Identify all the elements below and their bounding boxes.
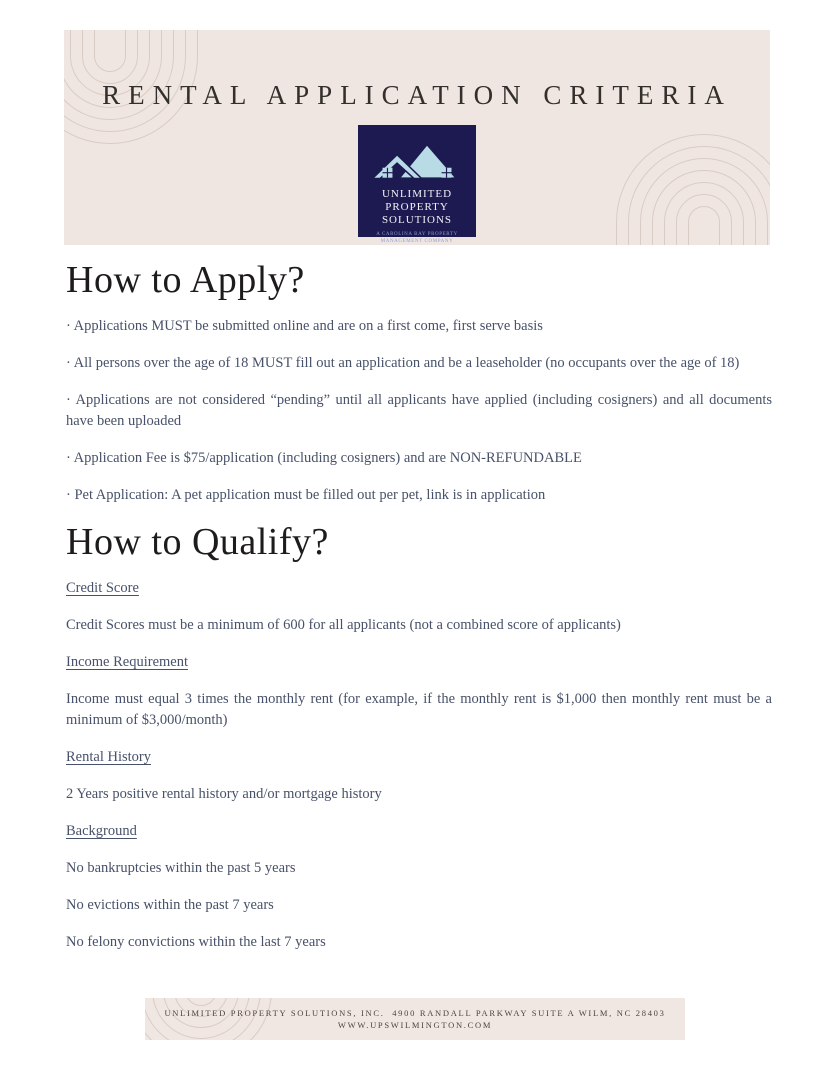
background-subhead: Background — [66, 823, 137, 839]
background-text: No bankruptcies within the past 5 years — [66, 860, 296, 876]
company-logo — [358, 125, 476, 244]
document-body — [66, 260, 772, 969]
background-text: No felony convictions within the last 7 years — [66, 934, 326, 950]
how-to-apply-heading: How to Apply? — [66, 259, 305, 301]
apply-item: · Pet Application: A pet application must be filled out per pet, link is in application — [66, 487, 546, 503]
apply-item: · Application Fee is $75/application (including cosigners) and are NON-REFUNDABLE — [66, 450, 582, 466]
income-requirement-subhead: Income Requirement — [66, 654, 188, 670]
house-roof-icon — [370, 134, 464, 185]
footer-website: WWW.UPSWILMINGTON.COM — [337, 1020, 493, 1030]
page-title: RENTAL APPLICATION CRITERIA — [102, 80, 732, 110]
rental-history-text: 2 Years positive rental history and/or mortgage history — [66, 786, 382, 802]
header-band — [64, 30, 770, 245]
window-right — [442, 168, 452, 178]
credit-score-text: Credit Scores must be a minimum of 600 for all applicants (not a combined score of applicants) — [66, 617, 621, 633]
window-left — [383, 168, 393, 178]
how-to-qualify-heading: How to Qualify? — [66, 521, 329, 563]
footer-address: UNLIMITED PROPERTY SOLUTIONS, INC. 4900 RANDALL PARKWAY SUITE A WILM, NC 28403 — [164, 1008, 666, 1018]
rental-history-subhead: Rental History — [66, 749, 151, 765]
logo-tagline: A CAROLINA BAY PROPERTY MANAGEMENT COMPANY — [376, 232, 458, 244]
apply-item: · All persons over the age of 18 MUST fill out an application and be a leaseholder (no occupants over the age of 18) — [66, 355, 740, 371]
apply-item: · Applications are not considered “pending” until all applicants have applied (including cosigners) and all documents have been uploaded — [66, 392, 772, 429]
apply-item: · Applications MUST be submitted online and are on a first come, first serve basis — [66, 318, 543, 334]
background-text: No evictions within the past 7 years — [66, 897, 274, 913]
logo-company-name: UNLIMITED PROPERTY SOLUTIONS — [381, 188, 453, 226]
footer-bar — [145, 998, 685, 1040]
credit-score-subhead: Credit Score — [66, 580, 139, 596]
income-requirement-text: Income must equal 3 times the monthly rent (for example, if the monthly rent is $1,000 then monthly rent must be a minimum of $3,000/month) — [66, 691, 772, 728]
